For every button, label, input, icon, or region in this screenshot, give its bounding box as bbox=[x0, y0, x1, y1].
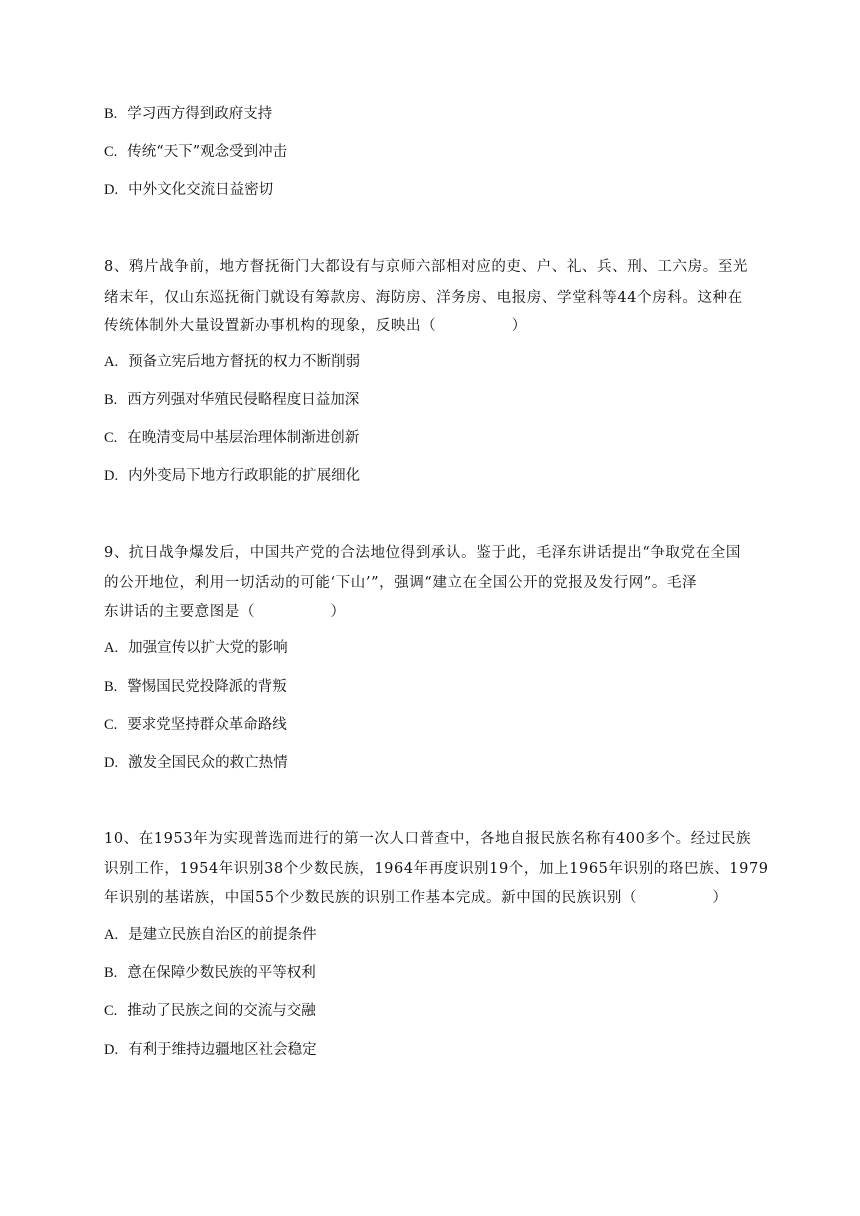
option-text: 要求党坚持群众革命路线 bbox=[127, 717, 287, 733]
option-letter: D. bbox=[104, 755, 119, 771]
question-10-line-3: 年识别的基诺族，中国55个少数民族的识别工作基本完成。新中国的民族识别（ ） bbox=[104, 890, 728, 906]
option-text: 警惕国民党投降派的背叛 bbox=[127, 679, 287, 695]
option-letter: C. bbox=[104, 1003, 118, 1019]
option-letter: D. bbox=[104, 468, 119, 484]
question-9-option-a bbox=[104, 638, 288, 658]
option-letter: A. bbox=[104, 354, 119, 370]
option-text: 内外变局下地方行政职能的扩展细化 bbox=[128, 468, 361, 484]
option-text: 中外文化交流日益密切 bbox=[128, 182, 274, 198]
question-8-line-3: 传统体制外大量设置新办事机构的现象，反映出（ ） bbox=[104, 318, 527, 334]
question-8-option-b bbox=[104, 390, 359, 410]
option-c bbox=[104, 142, 287, 162]
question-8-option-d bbox=[104, 466, 360, 486]
option-text: 推动了民族之间的交流与交融 bbox=[127, 1003, 316, 1019]
option-text: 预备立宪后地方督抚的权力不断削弱 bbox=[128, 354, 361, 370]
question-9-option-d bbox=[104, 753, 288, 773]
question-10-option-d bbox=[104, 1040, 317, 1060]
option-letter: D. bbox=[104, 1042, 119, 1058]
option-b bbox=[104, 104, 272, 124]
option-letter: B. bbox=[104, 106, 118, 122]
option-letter: D. bbox=[104, 182, 119, 198]
option-letter: B. bbox=[104, 965, 118, 981]
option-text: 西方列强对华殖民侵略程度日益加深 bbox=[127, 392, 360, 408]
question-10-line-2: 识别工作，1954年识别38个少数民族，1964年再度识别19个，加上1965年识别的珞巴族、1979 bbox=[104, 861, 769, 877]
option-text: 在晚清变局中基层治理体制渐进创新 bbox=[127, 430, 360, 446]
question-9-option-c bbox=[104, 715, 287, 735]
option-letter: B. bbox=[104, 392, 118, 408]
option-text: 是建立民族自治区的前提条件 bbox=[128, 927, 317, 943]
question-10-line-1: 10、在1953年为实现普选而进行的第一次人口普查中，各地自报民族名称有400多个。经过民族 bbox=[104, 831, 752, 847]
option-text: 加强宣传以扩大党的影响 bbox=[128, 640, 288, 656]
question-8-line-2: 绪末年，仅山东巡抚衙门就设有筹款房、海防房、洋务房、电报房、学堂科等44个房科。这种在 bbox=[104, 290, 743, 306]
option-letter: C. bbox=[104, 717, 118, 733]
option-letter: C. bbox=[104, 430, 118, 446]
option-d bbox=[104, 180, 273, 200]
option-text: 学习西方得到政府支持 bbox=[127, 106, 273, 122]
question-10-option-a bbox=[104, 925, 317, 945]
option-text: 意在保障少数民族的平等权利 bbox=[127, 965, 316, 981]
question-10-option-c bbox=[104, 1001, 316, 1021]
question-8-option-a bbox=[104, 352, 360, 372]
question-9-line-2: 的公开地位，利用一切活动的可能‘下山’”，强调“建立在全国公开的党报及发行网”。毛泽 bbox=[104, 575, 698, 591]
option-letter: A. bbox=[104, 927, 119, 943]
question-9-option-b bbox=[104, 677, 287, 697]
question-10-option-b bbox=[104, 963, 316, 983]
option-text: 激发全国民众的救亡热情 bbox=[128, 755, 288, 771]
question-8-option-c bbox=[104, 428, 359, 448]
option-letter: C. bbox=[104, 144, 118, 160]
question-9-line-1: 9、抗日战争爆发后，中国共产党的合法地位得到承认。鉴于此，毛泽东讲话提出“争取党在全国 bbox=[104, 545, 741, 561]
option-letter: B. bbox=[104, 679, 118, 695]
option-text: 有利于维持边疆地区社会稳定 bbox=[128, 1042, 317, 1058]
option-letter: A. bbox=[104, 640, 119, 656]
option-text: 传统“天下”观念受到冲击 bbox=[127, 144, 288, 160]
question-9-line-3: 东讲话的主要意图是（ ） bbox=[104, 604, 346, 620]
question-8-line-1: 8、鸦片战争前，地方督抚衙门大都设有与京师六部相对应的吏、户、礼、兵、刑、工六房。至光 bbox=[104, 259, 749, 275]
